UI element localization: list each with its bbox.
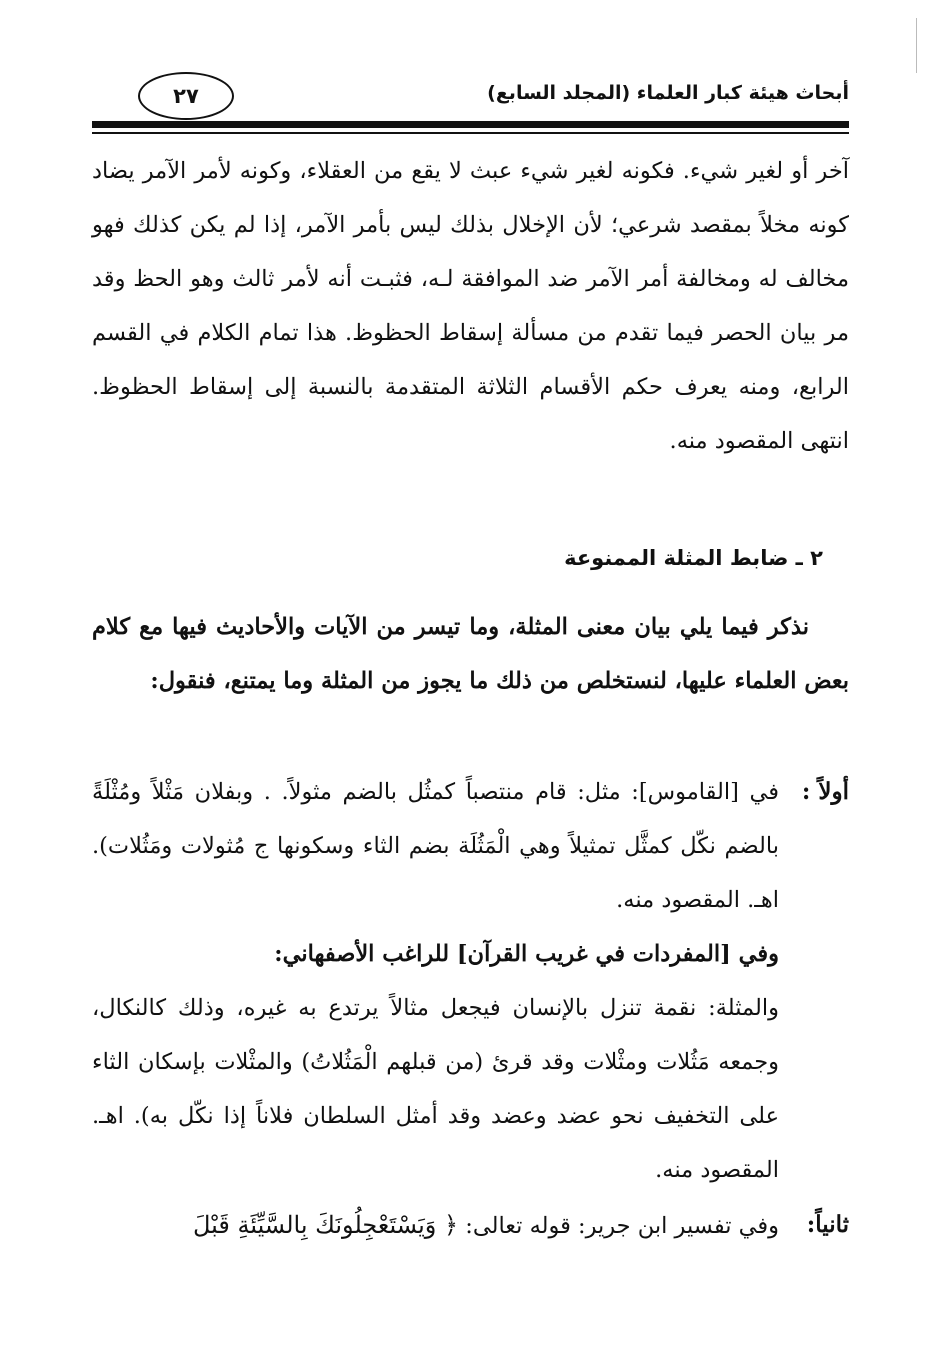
scan-edge-mark xyxy=(916,18,917,73)
mufradat-heading: وفي [المفردات في غريب القرآن] للراغب الأصفهاني: xyxy=(274,941,779,967)
mufradat-definition: والمثلة: نقمة تنزل بالإنسان فيجعل مثالاً يرتدع به غيره، وذلك كالنكال، وجمعه مَثُلات ومثْلات وقد قرئ (من قبلهم الْمَثُلاتُ) والمثْلات بإسكان الثاء على التخفيف نحو عضد وعضد وقد أمثل السلطان فلاناً إذا نكّل به). اهـ. المقصود منه. xyxy=(92,995,779,1183)
page-number-oval xyxy=(138,72,234,120)
first-point-label: أولاً : xyxy=(801,778,849,805)
running-header-title: أبحاث هيئة كبار العلماء (المجلد السابع) xyxy=(487,82,849,104)
section-heading: ٢ ـ ضابط المثلة الممنوعة xyxy=(564,546,823,570)
second-point xyxy=(92,1198,849,1253)
first-point xyxy=(92,765,849,1197)
header-rule-thick xyxy=(92,121,849,128)
ibn-jarir-lead: وفي تفسير ابن جرير: قوله تعالى: xyxy=(465,1213,779,1239)
intro-paragraph: آخر أو لغير شيء. فكونه لغير شيء عبث لا يقع من العقلاء، وكونه لأمر الآمر يضاد كونه مخلاً بمقصد شرعي؛ لأن الإخلال بذلك ليس بأمر الآمر، إذا لم يكن كذلك فهو مخالف له ومخالفة أمر الآمر ضد الموافقة لـه، فثبـت أنه لأمر ثالث وهو الحظ وقد مر بيان الحصر فيما تقدم من مسألة إسقاط الحظوظ. هذا تمام الكلام في القسم الرابع، ومنه يعرف حكم الأقسام الثلاثة المتقدمة بالنسبة إلى إسقاط الحظوظ. انتهى المقصود منه. xyxy=(92,158,849,454)
second-point-label: ثانياً: xyxy=(806,1211,849,1238)
section-intro-paragraph: نذكر فيما يلي بيان معنى المثلة، وما تيسر من الآيات والأحاديث فيها مع كلام بعض العلماء عليها، لنستخلص من ذلك ما يجوز من المثلة وما يمتنع، فنقول: xyxy=(92,614,849,694)
qamus-definition: في [القاموس]: مثل: قام منتصباً كمثُل بالضم مثولاً. . وبفلان مَثْلاً ومُثْلَةً بالضم نكّل كمثَّل تمثيلاً وهي الْمَثُلَة بضم الثاء وسكونها ج مُثولات ومَثُلات). اهـ. المقصود منه. xyxy=(92,779,779,913)
header-rule-thin xyxy=(92,132,849,134)
page-number: ٢٧ xyxy=(173,84,199,108)
quran-verse: ﴿ وَيَسْتَعْجِلُونَكَ بِالسَّيِّئَةِ قَبْلَ xyxy=(192,1211,459,1239)
